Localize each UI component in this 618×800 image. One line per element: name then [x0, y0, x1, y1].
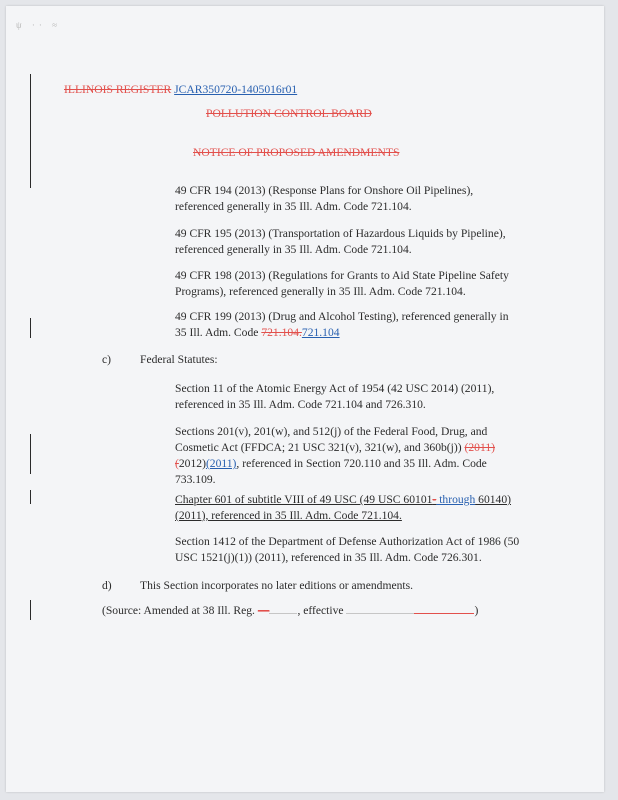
- revision-bar: [30, 318, 31, 338]
- revision-bar: [30, 434, 31, 474]
- board-title: POLLUTION CONTROL BOARD: [206, 107, 372, 120]
- cfr-199-inserted: 721.104: [301, 326, 340, 339]
- register-header: [64, 82, 297, 98]
- cfr-199-line1: 49 CFR 199 (2013) (Drug and Alcohol Testing), referenced generally in: [175, 310, 509, 323]
- ffdca-line3-inserted: (2011): [205, 457, 237, 470]
- cfr-195-line1: 49 CFR 195 (2013) (Transportation of Hazardous Liquids by Pipeline),: [175, 227, 506, 240]
- cfr-194-line1: 49 CFR 194 (2013) (Response Plans for Onshore Oil Pipelines),: [175, 184, 474, 197]
- chapter601-text: Chapter 601 of subtitle VIII of 49 USC (49 USC 60101: [175, 493, 433, 506]
- ffdca-line3: [175, 456, 487, 472]
- cfr-199-line2: [175, 325, 340, 341]
- chapter601-end: 60140): [475, 493, 512, 506]
- source-text: (Source: Amended at 38 Ill. Reg.: [102, 604, 258, 617]
- corner-marks: ψ ·· ≈: [16, 20, 62, 30]
- source-effective: , effective: [297, 604, 347, 617]
- effective-date-deleted-blank: [414, 606, 474, 614]
- source-deleted-dash: —: [257, 604, 270, 617]
- revision-bar: [30, 490, 31, 504]
- dod-line1: Section 1412 of the Department of Defense Authorization Act of 1986 (50: [175, 535, 520, 548]
- cfr-198-line2: Programs), referenced generally in 35 Ill. Adm. Code 721.104.: [175, 285, 466, 298]
- aea-line1: Section 11 of the Atomic Energy Act of 1954 (42 USC 2014) (2011),: [175, 382, 495, 395]
- aea-line2: referenced in 35 Ill. Adm. Code 721.104 and 726.310.: [175, 398, 426, 411]
- notice-title: NOTICE OF PROPOSED AMENDMENTS: [193, 146, 400, 159]
- dod-line2: USC 1521(j)(1)) (2011), referenced in 35 Ill. Adm. Code 726.301.: [175, 551, 482, 564]
- revision-bar: [30, 74, 31, 188]
- cfr-195-line2: referenced generally in 35 Ill. Adm. Code 721.104.: [175, 243, 412, 256]
- ffdca-line2-text: Cosmetic Act (FFDCA; 21 USC 321(v), 321(w), and 360b(j)): [175, 441, 465, 454]
- ffdca-line3-deleted: (: [175, 457, 179, 470]
- register-header-inserted: JCAR350720-1405016r01: [174, 83, 298, 96]
- effective-date-blank: [346, 603, 414, 614]
- source-close: ): [474, 604, 479, 617]
- section-c-title: Federal Statutes:: [140, 353, 218, 366]
- register-page-blank: [269, 603, 297, 614]
- ffdca-line3-year: 2012): [178, 457, 206, 470]
- cfr-199-deleted: 721.104.: [261, 326, 302, 339]
- cfr-198-line1: 49 CFR 198 (2013) (Regulations for Grants to Aid State Pipeline Safety: [175, 269, 509, 282]
- section-d-text: This Section incorporates no later editions or amendments.: [140, 579, 414, 592]
- chapter601-line2: (2011), referenced in 35 Ill. Adm. Code 721.104.: [175, 509, 402, 522]
- ffdca-line1: Sections 201(v), 201(w), and 512(j) of the Federal Food, Drug, and: [175, 425, 488, 438]
- register-header-deleted: ILLINOIS REGISTER: [64, 83, 172, 96]
- cfr-194-line2: referenced generally in 35 Ill. Adm. Code 721.104.: [175, 200, 412, 213]
- revision-bar: [30, 600, 31, 620]
- ffdca-line2-deleted: (2011): [464, 441, 495, 454]
- chapter601-line1: [175, 492, 511, 508]
- source-line: [102, 603, 478, 619]
- cfr-199-text: 35 Ill. Adm. Code: [175, 326, 262, 339]
- section-d-label: d): [102, 579, 112, 592]
- section-c-label: c): [102, 353, 112, 366]
- chapter601-inserted: through: [436, 493, 476, 506]
- chapter601-deleted: -: [432, 493, 437, 506]
- ffdca-line3-text: , referenced in Section 720.110 and 35 Ill. Adm. Code: [236, 457, 487, 470]
- ffdca-line4: 733.109.: [175, 473, 216, 486]
- ffdca-line2: [175, 440, 495, 456]
- document-page: [6, 6, 604, 792]
